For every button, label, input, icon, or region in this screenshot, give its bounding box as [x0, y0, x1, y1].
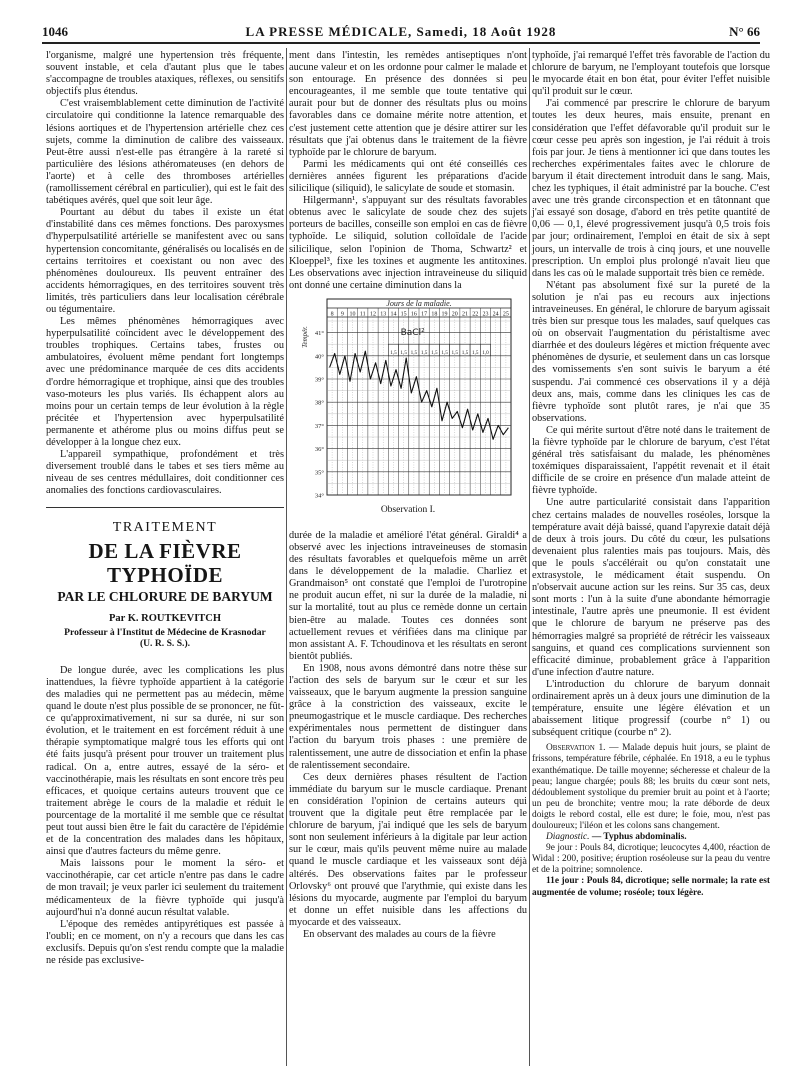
dose-value: 1,5: [390, 350, 397, 357]
day-tick-label: 15: [400, 311, 407, 318]
paragraph: En 1908, nous avons démontré dans notre thèse sur l'action des sels de baryum sur le cœur et sur les vaisseaux, que le baryum augmente la pression sanguine grâce à la constriction des vaisseaux, excite le pneumogastrique et le muscle cardiaque. Des recherches expérimentales nous permettent de distinguer dans l'action du baryum trois phases : une première de ralentissement, une autre de dissociation et enfin la phase de ralentissement secondaire.: [289, 662, 527, 771]
temp-tick-label: 36°: [314, 445, 324, 453]
column-divider: [286, 48, 287, 1066]
paragraph: l'organisme, malgré une hypertension très fréquente, souvent instable, et cela d'autant plus que le tabes s'accompagne de troubles ataxiques, réflexes, ou sensitifs objectifs plus étendus.: [46, 50, 284, 98]
case-report: [532, 743, 770, 898]
day-tick-label: 18: [431, 311, 438, 318]
article-kicker: TRAITEMENT: [112, 520, 218, 536]
running-header: [42, 24, 760, 40]
paragraph: Les mêmes phénomènes hémorragiques avec hyperpulsatilité coïncident avec le développement des troubles trophiques. Certains tabes, frustes ou ambulatoires, évoluent même pendant fort longtemps avec une prédominance marquée de ces dits accidents d'ordre hémorragique et trophique, ainsi que des troubles vaso-moteurs les plus variés. Ils échappent alors au moins pour un certain temps de leur évolution à la règle précitée et l'hypertension avec hyperpulsatilité permanente et athérome plus ou moins diffus peut se développer à la longue chez eux.: [46, 316, 284, 448]
day-tick-label: 14: [390, 311, 397, 318]
day-tick-label: 20: [451, 311, 458, 318]
day-tick-label: 8: [330, 311, 334, 318]
temp-tick-label: 41°: [314, 329, 324, 337]
column-2: [289, 50, 527, 941]
dose-value: 1,5: [461, 350, 469, 357]
article-separator: [46, 507, 284, 508]
paragraph: Parmi les médicaments qui ont été conseillés ces dernières années figurent les préparations d'acide silicilique (siliquid), le salicylate de soude et stomasin.: [289, 158, 527, 195]
paragraph: L'époque des remèdes antipyrétiques est passée à l'oubli; en ce moment, on n'y a recours que dans les cas exclusifs. Depuis qu'on s'est rendu compte que la maladie ne réside pas exclusive-: [46, 918, 284, 966]
figure-caption: Observation I.: [380, 504, 436, 515]
paragraph: J'ai commencé par prescrire le chlorure de baryum toutes les deux heures, mais ensuite, prenant en considération que l'effet défavorable qu'il produit sur le cœur cesse peu après son ingestion, je l'ai réduit à trois fois par jour. Je tiens à mentionner ici que dans toutes les recherches expérimentales faites avec le chlorure de baryum il était directement introduit dans le sang. Mais, chez les typhiques, il était administré par la bouche. C'est avec une très grande circonspection et en tâtonnant que j'ai essayé son dosage, d'abord en très petite quantité de 0,06 — 0,1, élevé progressivement jusqu'à 0,5 trois fois par jour; ordinairement, l'emploi en était de six à sept jours, un intervalle de trois à cinq jours, et une nouvelle prescription. Un emploi plus prolongé n'avait lieu que dans les cas où le malade supportait très bien ce remède.: [532, 98, 770, 279]
day-tick-label: 21: [462, 311, 468, 318]
paragraph: De longue durée, avec les complications les plus inattendues, la fièvre typhoïde appartient à la catégorie des maladies qui ne permettent pas au médecin, même quand le doute n'est plus possible de se prononcer, ne fût-ce qu'approximativement, ni sur sa durée, ni sur son évolution, et le traitement en est forcément réduit à une thérapie symptomatique malgré tous les efforts qui ont été faits jusqu'à présent pour trouver un traitement plus radical. On a, entre autres, essayé de la séro- et vaccinothérapie, mais les résultats en sont encore très peu efficaces, et quoique certains auteurs trouvent que ce traitement abrège le cours de la maladie et réduit le pourcentage de la mortalité il me semble que ce résultat peut tout aussi bien être le fait du caractère de l'épidémie et de la concentration des malades dans les hôpitaux, ainsi que d'autres facteurs du même genre.: [46, 664, 284, 858]
temp-tick-label: 38°: [314, 399, 324, 407]
case-day-9: 9e jour : Pouls 84, dicrotique; leucocytes 4,400, réaction de Widal : 200, positive; éruption roséoleuse sur la peau du ventre et de la poitrine; somnolence.: [532, 843, 770, 876]
case-observation: [532, 743, 770, 832]
day-tick-label: 17: [421, 311, 428, 318]
author-affiliation: [46, 627, 284, 649]
day-tick-label: 12: [370, 311, 376, 318]
paragraph: Mais laissons pour le moment la séro- et vaccinothérapie, car cet article n'entre pas dans le cadre de mon travail; je veux parler ici seulement du traitement médicamenteux de la fièvre typhoïde qui jusqu'à aujourd'hui n'a donné aucun résultat valable.: [46, 858, 284, 918]
dose-value: 1,5: [451, 350, 459, 357]
dose-value: 1,5: [400, 350, 407, 357]
temp-tick-label: 39°: [314, 376, 324, 384]
dose-value: 1,5: [441, 350, 448, 357]
paragraph: Ce qui mérite surtout d'être noté dans le traitement de la fièvre typhoïde par le chlorure de baryum, c'est l'état général très satisfaisant du malade, les phénomènes toxémiques disparaissaient, l'appétit revenait et il était difficile de se croire en présence d'un malade atteint de fièvre typhoïde.: [532, 424, 770, 497]
case-diagnosis: [532, 832, 770, 843]
paragraph: C'est vraisemblablement cette diminution de l'activité circulatoire qui conditionne la latence remarquable des lésions aortiques et de l'hypertension artérielle chez ces sujets, comme la diminution de calibre des vaisseaux. Peut-être aussi n'est-elle pas étrangère à la rareté si particulière des lésions athéromateuses (en dehors de l'aorte) et à celle des thromboses artérielles (ramollissement cérébral en particulier), qui est le fait des tabétiques avérés, quel que soit leur âge.: [46, 98, 284, 207]
diagnosis-text: — Typhus abdominalis.: [589, 832, 687, 843]
article-author: Par K. ROUTKEVITCH: [108, 612, 222, 624]
temperature-chart: [297, 297, 519, 502]
column-3: [532, 50, 770, 899]
day-tick-label: 22: [472, 311, 479, 318]
paragraph: N'étant pas absolument fixé sur la pureté de la solution je n'ai pas eu recours aux injections intraveineuses. En général, le chlorure de baryum agissait très bien sur presque tous les malades, sauf quelques cas où on observait l'augmentation du péristaltisme avec diarrhée et des douleurs légères et miction fréquente avec phénomènes de dysurie, et seulement dans un cas lorsque des vomissements s'en sont suivis le baryum a été suspendu. J'ai commencé ces observations il y a déjà deux ans, mais, comme dans les cliniques les cas de fièvre typhoïde sont plutôt rares, je n'ai que 35 observations.: [532, 279, 770, 424]
temp-tick-label: 35°: [314, 469, 324, 477]
affiliation-country: (U. R. S. S.).: [139, 637, 191, 649]
case-day-11: 11e jour : Pouls 84, dicrotique; selle normale; la rate est augmentée de volume; roséole; toux légère.: [532, 876, 770, 898]
paragraph: Pourtant au début du tabes il existe un état d'instabilité dans ces mêmes fonctions. Des paroxysmes d'hyperpulsatilité artérielle se manifestent avec ou sans hypertension concomitante, généralisés ou localisés en de certains territoires et coexistant ou non avec des phénomènes douloureux. Ils peuvent entraîner des accidents hémorragiques, en des territoires souvent très limités, très particuliers dans leur localisation cérébrale ou tégumentaire.: [46, 207, 284, 315]
issue-number: N° 66: [729, 24, 760, 39]
day-tick-label: 9: [340, 311, 344, 318]
dose-value: 1,5: [431, 350, 438, 357]
paragraph: typhoïde, j'ai remarqué l'effet très favorable de l'action du chlorure de baryum, ne l'employant toutefois que lorsque le myocarde était en bon état, pour éviter l'effet nuisible qu'il produit sur le cœur.: [532, 50, 770, 98]
dose-value: 1,0: [482, 350, 489, 357]
paragraph: L'introduction du chlorure de baryum donnait ordinairement après un à deux jours une diminution de la température, ensuite une légère élévation et un abaissement litique progressif (courbe n° 1) ou subséquent critique (courbe n° 2).: [532, 678, 770, 739]
paragraph: durée de la maladie et amélioré l'état général. Giraldi⁴ a observé avec les injections intraveineuses de stomasin des résultats favorables et quelquefois même un arrêt dans le développement de la maladie. Charliez et Grandmaison⁵ ont constaté que l'emploi de l'urotropine ne produit aucun effet, ni sur la durée de la maladie, ni sur la mortalité, tout au plus ce remède donne un certain bien-être au malade. Toutes ces données sont actuellement revues et vérifiées dans ma clinique par mon assistant A. F. Tchoudinova et les résultats en seront bientôt publiés.: [289, 529, 527, 662]
drug-label: BaCl²: [400, 327, 425, 338]
journal-title: LA PRESSE MÉDICALE, Samedi, 18 Août 1928: [245, 24, 557, 39]
page-number: 1046: [42, 24, 68, 39]
chart-title: Jours de la maladie.: [386, 298, 452, 308]
paragraph: Ces deux dernières phases résultent de l'action immédiate du baryum sur le muscle cardiaque. Prenant en considération l'opinion de certains auteurs qui trouvent que la digitale peut être remplacée par le chlorure de baryum, j'ai indiqué que les sels de baryum sont non seulement inférieurs à la digitale par leur action sur le cœur, mais qu'ils peuvent même nuire au malade quand le muscle cardiaque et les vaisseaux sont déjà altérés. Des observations faites par le professeur Orlovsky⁶ ont prouvé que l'arythmie, qui existe dans les lésions du myocarde, augmente par l'emploi du baryum et donne un effet nuisible dans les affections du myocarde et des vaisseaux.: [289, 771, 527, 928]
day-tick-label: 23: [482, 311, 489, 318]
paragraph: Hilgermann¹, s'appuyant sur des résultats favorables obtenus avec le salicylate de soude chez des sujets porteurs de bacilles, conseille son emploi en cas de fièvre typhoïde. Le siliquid, solution colloïdale de l'acide silicilique, selon l'opinion de Thoma, Schwartz² et Kloeppel³, fixe les toxines et augmente les antitoxines. Les observations avec injection intraveineuse du siliquid ont donné une certaine diminution dans la: [289, 195, 527, 291]
paragraph: L'appareil sympathique, profondément et très diversement troublé dans le tabes et ses tiers même au niveau de ses centres médullaires, doit conditionner ces anomalies des fonctions cardiovasculaires.: [46, 449, 284, 497]
temp-tick-label: 37°: [314, 422, 324, 430]
affiliation-line: Professeur à l'Institut de Médecine de Krasnodar: [64, 626, 266, 638]
temp-tick-label: 40°: [314, 353, 324, 361]
day-tick-label: 13: [380, 311, 387, 318]
day-tick-label: 10: [349, 311, 356, 318]
dose-value: 1,5: [420, 350, 428, 357]
day-tick-label: 11: [359, 311, 366, 318]
column-1: [46, 50, 284, 967]
y-axis-label: Tempér.: [301, 326, 309, 348]
day-tick-label: 19: [441, 311, 448, 318]
day-tick-label: 24: [492, 311, 499, 318]
paragraph: Une autre particularité consistait dans l'apparition chez certains malades de nouvelles roséoles, lorsque la température avait déjà baissé, quand l'apyrexie datait déjà de deux à trois jours. Du côté du cœur, les pulsations devenaient plus ralenties mais pas toujours. Mais, dès que le pouls s'accélérait ou qu'on constatait une extrasystole, le médicament était suspendu. On n'observait aucune action sur les reins. Sur 35 cas, deux sont morts : l'un à la suite d'une abondante hémorragie intestinale, l'autre après une pneumonie. Il est évident que le chlorure de baryum ne préserve pas des hémorragies malgré sa propriété de rétrécir les vaisseaux sanguins, et quand ces complications surviennent son efficacité diminue, probablement grâce à l'apparition d'une infection d'autre nature.: [532, 497, 770, 678]
paragraph: En observant des malades au cours de la fièvre: [303, 928, 496, 940]
observation-label: Observation 1.: [546, 743, 606, 754]
column-divider: [529, 48, 530, 1066]
article-title: DE LA FIÈVRE TYPHOÏDE: [88, 538, 242, 587]
day-tick-label: 25: [502, 311, 509, 318]
header-rule: [42, 42, 760, 44]
temp-tick-label: 34°: [314, 492, 324, 500]
observation-text: — Malade depuis huit jours, se plaint de frissons, température fébrile, céphalée. En 1918, a eu le typhus exanthématique. De taille moyenne; sécheresse et chaleur de la peau; langue chargée; pouls 88; les bruits du cœur sont nets, dédoublement systolique du premier bruit au point et à l'aorte; un peu de bronchite; ventre mou; la rate déborde de deux doigts le rebord costal, elle est dure; le foie, mou, n'est pas douloureux; l'iléon et les colons sans changement.: [532, 743, 770, 831]
dose-value: 1,5: [410, 350, 418, 357]
day-tick-label: 16: [410, 311, 417, 318]
article-subtitle: PAR LE CHLORURE DE BARYUM: [57, 588, 273, 604]
temperature-chart-figure: [289, 292, 527, 522]
diagnosis-label: Diagnostic.: [546, 832, 590, 843]
paragraph: ment dans l'intestin, les remèdes antiseptiques n'ont aucune valeur et on les ordonne pour calmer le malade et son entourage. En présence des données si peu encourageantes, il me semble que toute tentative qui aurait pour but de donner des résultats plus ou moins favorables dans ce domaine mérite notre attention, et c'est justement cette attention que je désire attirer sur les résultats que j'ai obtenus dans le traitement de la fièvre typhoïde par le chlorure de baryum.: [289, 50, 527, 158]
dose-value: 1,5: [471, 350, 479, 357]
